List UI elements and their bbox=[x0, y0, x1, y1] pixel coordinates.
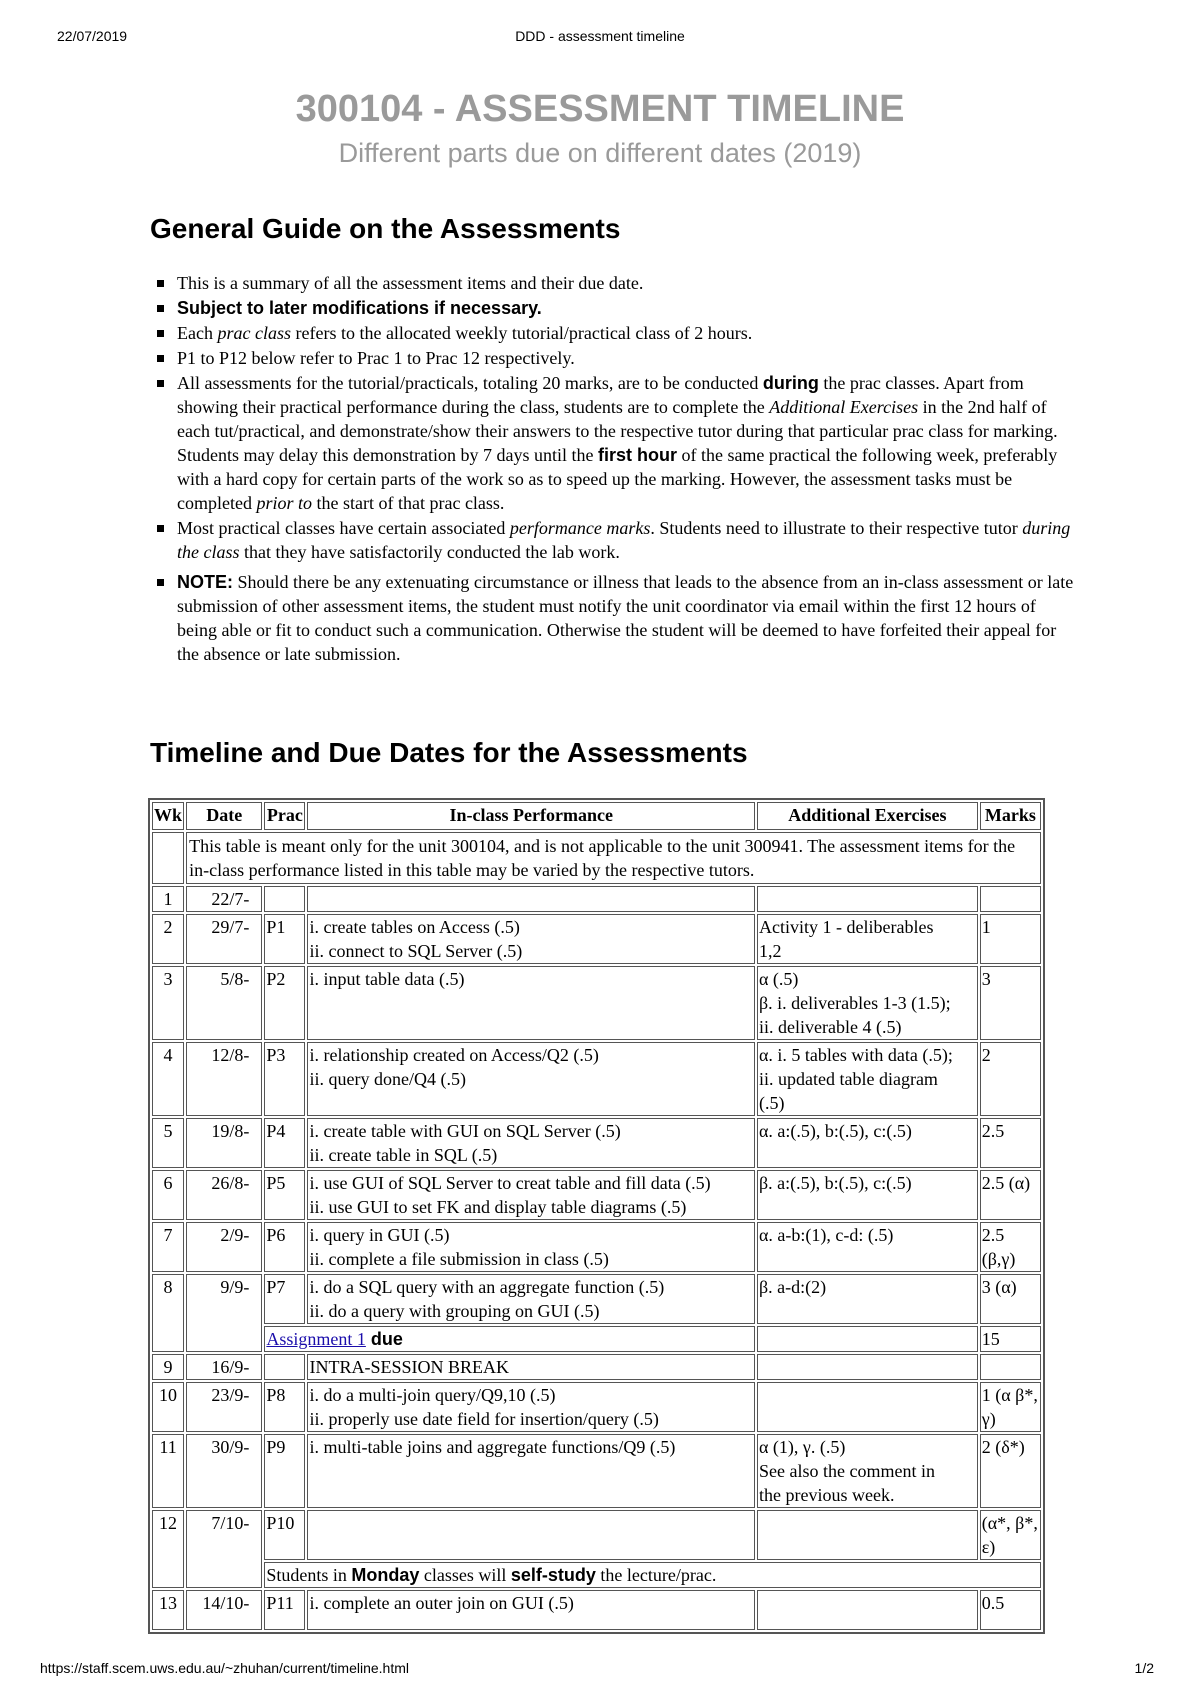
prac-cell: P5 bbox=[264, 1170, 305, 1220]
text: Should there be any extenuating circumstance or illness that leads to the absence from an in-class assessment or late submission of other assessment items, the student must notify the unit coordinator via email within the first 12 hours of being able or fit to conduct such a communication. Otherwise the student will be deemed to have forfeited their appeal for the absence or late submission. bbox=[177, 572, 1074, 664]
add-line: ii. updated table diagram bbox=[759, 1069, 938, 1089]
emphasis: prior to bbox=[256, 493, 312, 513]
date-cell: 5/8- bbox=[186, 966, 262, 1040]
add-line: the previous week. bbox=[759, 1485, 895, 1505]
add-cell bbox=[757, 966, 978, 1040]
self-study-note bbox=[264, 1562, 1041, 1588]
text: the start of that prac class. bbox=[312, 493, 505, 513]
table-row bbox=[152, 1170, 1041, 1220]
text: in the 2nd half of each tut/practical, and demonstrate/show their answers to the respective tutor during that particular prac class for marking. Students may delay this demonstration by 7 days until the bbox=[177, 397, 1058, 465]
wk-cell: 2 bbox=[152, 914, 184, 964]
text: classes will bbox=[419, 1565, 511, 1585]
timeline-table bbox=[148, 798, 1045, 1634]
wk-cell: 11 bbox=[152, 1434, 184, 1508]
guide-item-prac-class bbox=[177, 321, 1077, 345]
perf-line: ii. properly use date field for insertion/query (.5) bbox=[309, 1409, 659, 1429]
emphasis: prac class bbox=[217, 323, 291, 343]
date-cell: 14/10- bbox=[186, 1590, 262, 1630]
add-cell bbox=[757, 1510, 978, 1560]
perf-cell bbox=[307, 886, 755, 912]
table-row bbox=[152, 1354, 1041, 1380]
prac-cell: P9 bbox=[264, 1434, 305, 1508]
table-row bbox=[152, 1118, 1041, 1168]
prac-cell: P2 bbox=[264, 966, 305, 1040]
prac-cell bbox=[264, 886, 305, 912]
emphasis: during the class bbox=[177, 518, 1071, 562]
perf-cell bbox=[307, 1118, 755, 1168]
add-cell bbox=[757, 1434, 978, 1508]
perf-line: ii. do a query with grouping on GUI (.5) bbox=[309, 1301, 600, 1321]
spacer bbox=[309, 1615, 753, 1629]
marks-cell: 3 bbox=[980, 966, 1041, 1040]
timeline-heading: Timeline and Due Dates for the Assessments bbox=[150, 737, 748, 768]
bold-text: first hour bbox=[597, 445, 677, 465]
page-url: https://staff.scem.uws.edu.au/~zhuhan/current/timeline.html bbox=[40, 1660, 409, 1676]
text: . Students need to illustrate to their respective tutor bbox=[650, 518, 1023, 538]
text: of the same practical the following week, preferably with a hard copy for certain parts of the work so as to speed up the marking. However, the assessment tasks must be completed bbox=[177, 445, 1058, 513]
add-cell bbox=[757, 1222, 978, 1272]
perf-line: i. create table with GUI on SQL Server (.5) bbox=[309, 1121, 621, 1141]
add-cell bbox=[757, 1118, 978, 1168]
table-row bbox=[152, 886, 1041, 912]
assignment-row bbox=[152, 1326, 1041, 1352]
marks-cell: 2.5 (β,γ) bbox=[980, 1222, 1041, 1272]
add-cell bbox=[757, 1274, 978, 1324]
perf-cell bbox=[307, 1382, 755, 1432]
add-line: See also the comment in bbox=[759, 1461, 935, 1481]
emphasis: performance marks bbox=[509, 518, 651, 538]
table-header-row bbox=[152, 802, 1041, 830]
date-cell: 23/9- bbox=[186, 1382, 262, 1432]
marks-cell: (α*, β*, ε) bbox=[980, 1510, 1041, 1560]
perf-cell bbox=[307, 914, 755, 964]
add-cell bbox=[757, 1042, 978, 1116]
perf-line: ii. query done/Q4 (.5) bbox=[309, 1069, 466, 1089]
perf-line: i. do a SQL query with an aggregate function (.5) bbox=[309, 1277, 665, 1297]
perf-line: ii. create table in SQL (.5) bbox=[309, 1145, 498, 1165]
self-study-row bbox=[152, 1562, 1041, 1588]
perf-cell bbox=[307, 1042, 755, 1116]
add-cell bbox=[757, 1382, 978, 1432]
guide-item-text: P1 to P12 below refer to Prac 1 to Prac 12 respectively. bbox=[177, 348, 575, 368]
perf-cell bbox=[307, 1170, 755, 1220]
wk-cell: 1 bbox=[152, 886, 184, 912]
prac-cell: P3 bbox=[264, 1042, 305, 1116]
perf-cell bbox=[307, 1510, 755, 1560]
due-label: due bbox=[365, 1329, 403, 1349]
text: the prac classes. Apart from showing their practical performance during the class, students are to complete the bbox=[177, 373, 1024, 417]
perf-cell: INTRA-SESSION BREAK bbox=[307, 1354, 755, 1380]
bold-text: NOTE: bbox=[177, 572, 233, 592]
date-cell: 9/9- bbox=[186, 1274, 262, 1352]
guide-item-text: This is a summary of all the assessment items and their due date. bbox=[177, 273, 644, 293]
emphasis: Additional Exercises bbox=[769, 397, 919, 417]
date-cell: 30/9- bbox=[186, 1434, 262, 1508]
perf-cell bbox=[307, 1434, 755, 1508]
date-cell: 22/7- bbox=[186, 886, 262, 912]
date-cell: 2/9- bbox=[186, 1222, 262, 1272]
perf-cell bbox=[307, 1590, 755, 1630]
prac-cell: P1 bbox=[264, 914, 305, 964]
wk-cell: 10 bbox=[152, 1382, 184, 1432]
add-line: 1,2 bbox=[759, 941, 782, 961]
header-performance: In-class Performance bbox=[307, 802, 755, 830]
add-line: α. i. 5 tables with data (.5); bbox=[759, 1045, 953, 1065]
add-cell bbox=[757, 1354, 978, 1380]
prac-cell: P4 bbox=[264, 1118, 305, 1168]
prac-cell: P7 bbox=[264, 1274, 305, 1324]
add-line: Activity 1 - deliberables bbox=[759, 917, 934, 937]
header-date: Date bbox=[186, 802, 262, 830]
date-cell: 16/9- bbox=[186, 1354, 262, 1380]
print-header bbox=[0, 28, 1200, 50]
add-cell bbox=[757, 1590, 978, 1630]
table-note-row bbox=[152, 832, 1041, 884]
wk-cell: 8 bbox=[152, 1274, 184, 1352]
add-line: (.5) bbox=[759, 1093, 785, 1113]
wk-cell: 4 bbox=[152, 1042, 184, 1116]
table-row bbox=[152, 1590, 1041, 1630]
wk-cell: 12 bbox=[152, 1510, 184, 1588]
perf-line: i. query in GUI (.5) bbox=[309, 1225, 450, 1245]
prac-cell bbox=[264, 1354, 305, 1380]
date-cell: 19/8- bbox=[186, 1118, 262, 1168]
date-cell: 26/8- bbox=[186, 1170, 262, 1220]
perf-line: i. create tables on Access (.5) bbox=[309, 917, 520, 937]
table-row bbox=[152, 914, 1041, 964]
perf-line: i. relationship created on Access/Q2 (.5) bbox=[309, 1045, 599, 1065]
marks-cell: 2.5 (α) bbox=[980, 1170, 1041, 1220]
perf-line: i. use GUI of SQL Server to creat table and fill data (.5) bbox=[309, 1173, 711, 1193]
add-line: β. a-d:(2) bbox=[759, 1277, 827, 1297]
add-line: β. a:(.5), b:(.5), c:(.5) bbox=[759, 1173, 912, 1193]
marks-cell bbox=[980, 1354, 1041, 1380]
wk-cell: 5 bbox=[152, 1118, 184, 1168]
perf-line: i. do a multi-join query/Q9,10 (.5) bbox=[309, 1385, 556, 1405]
perf-line: ii. complete a file submission in class (.5) bbox=[309, 1249, 609, 1269]
bold-text: during bbox=[762, 373, 819, 393]
wk-cell: 3 bbox=[152, 966, 184, 1040]
prac-cell: P8 bbox=[264, 1382, 305, 1432]
wk-cell: 7 bbox=[152, 1222, 184, 1272]
add-line: α. a-b:(1), c-d: (.5) bbox=[759, 1225, 894, 1245]
add-line: β. i. deliverables 1-3 (1.5); bbox=[759, 993, 951, 1013]
header-marks: Marks bbox=[980, 802, 1041, 830]
add-cell bbox=[757, 914, 978, 964]
guide-item-note bbox=[177, 570, 1077, 666]
text: Students in bbox=[266, 1565, 352, 1585]
bold-text: self-study bbox=[510, 1565, 596, 1585]
print-footer bbox=[0, 1660, 1200, 1682]
empty-cell bbox=[152, 832, 184, 884]
guide-item-prac-numbering bbox=[177, 346, 1077, 370]
wk-cell: 13 bbox=[152, 1590, 184, 1630]
wk-cell: 6 bbox=[152, 1170, 184, 1220]
perf-line: i. multi-table joins and aggregate functions/Q9 (.5) bbox=[309, 1437, 676, 1457]
table-row bbox=[152, 1382, 1041, 1432]
guide-item-text: Subject to later modifications if necessary. bbox=[177, 298, 542, 318]
header-wk: Wk bbox=[152, 802, 184, 830]
page-number: 1/2 bbox=[1134, 1660, 1154, 1676]
table-row bbox=[152, 1510, 1041, 1560]
header-prac: Prac bbox=[264, 802, 305, 830]
table-row bbox=[152, 1274, 1041, 1324]
assignment-cell bbox=[264, 1326, 755, 1352]
guide-heading: General Guide on the Assessments bbox=[150, 213, 621, 244]
add-line: α. a:(.5), b:(.5), c:(.5) bbox=[759, 1121, 912, 1141]
text: All assessments for the tutorial/practicals, totaling 20 marks, are to be conducted bbox=[177, 373, 763, 393]
wk-cell: 9 bbox=[152, 1354, 184, 1380]
marks-cell: 15 bbox=[980, 1326, 1041, 1352]
perf-line: ii. connect to SQL Server (.5) bbox=[309, 941, 523, 961]
add-line: ii. deliverable 4 (.5) bbox=[759, 1017, 902, 1037]
marks-cell bbox=[980, 886, 1041, 912]
table-row bbox=[152, 966, 1041, 1040]
add-line: α (1), γ. (.5) bbox=[759, 1437, 846, 1457]
add-cell bbox=[757, 1170, 978, 1220]
text: that they have satisfactorily conducted the lab work. bbox=[239, 542, 620, 562]
add-cell bbox=[757, 886, 978, 912]
add-line: α (.5) bbox=[759, 969, 799, 989]
prac-cell: P6 bbox=[264, 1222, 305, 1272]
page-title: 300104 - ASSESSMENT TIMELINE bbox=[295, 88, 905, 130]
date-cell: 7/10- bbox=[186, 1510, 262, 1588]
prac-cell: P10 bbox=[264, 1510, 305, 1560]
table-row bbox=[152, 1042, 1041, 1116]
perf-cell bbox=[307, 966, 755, 1040]
text: refers to the allocated weekly tutorial/practical class of 2 hours. bbox=[290, 323, 753, 343]
perf-line: i. complete an outer join on GUI (.5) bbox=[309, 1593, 574, 1613]
guide-list bbox=[150, 271, 1077, 667]
perf-line: i. input table data (.5) bbox=[309, 969, 465, 989]
marks-cell: 2.5 bbox=[980, 1118, 1041, 1168]
marks-cell: 0.5 bbox=[980, 1590, 1041, 1630]
marks-cell: 2 bbox=[980, 1042, 1041, 1116]
text: Most practical classes have certain associated bbox=[177, 518, 510, 538]
page-subtitle: Different parts due on different dates (2019) bbox=[338, 138, 862, 168]
add-cell bbox=[757, 1326, 978, 1352]
print-title: DDD - assessment timeline bbox=[515, 28, 685, 44]
header-additional: Additional Exercises bbox=[757, 802, 978, 830]
print-date: 22/07/2019 bbox=[57, 28, 128, 44]
date-cell: 12/8- bbox=[186, 1042, 262, 1116]
marks-cell: 2 (δ*) bbox=[980, 1434, 1041, 1508]
table-note: This table is meant only for the unit 300104, and is not applicable to the unit 300941. The assessment items for the in-class performance listed in this table may be varied by the respective tutors. bbox=[186, 832, 1041, 884]
text: the lecture/prac. bbox=[595, 1565, 717, 1585]
prac-cell: P11 bbox=[264, 1590, 305, 1630]
guide-item-summary bbox=[177, 271, 1077, 295]
marks-cell: 3 (α) bbox=[980, 1274, 1041, 1324]
perf-line: ii. use GUI to set FK and display table diagrams (.5) bbox=[309, 1197, 687, 1217]
perf-cell bbox=[307, 1222, 755, 1272]
guide-item-assessments bbox=[177, 371, 1077, 515]
table-row bbox=[152, 1222, 1041, 1272]
guide-item-performance-marks bbox=[177, 516, 1077, 564]
marks-cell: 1 bbox=[980, 914, 1041, 964]
assignment-1-link[interactable]: Assignment 1 bbox=[266, 1329, 366, 1349]
perf-cell bbox=[307, 1274, 755, 1324]
date-cell: 29/7- bbox=[186, 914, 262, 964]
marks-cell: 1 (α β*, γ) bbox=[980, 1382, 1041, 1432]
guide-item-modifications bbox=[177, 296, 1077, 320]
bold-text: Monday bbox=[351, 1565, 420, 1585]
text: Each bbox=[177, 323, 218, 343]
table-row bbox=[152, 1434, 1041, 1508]
